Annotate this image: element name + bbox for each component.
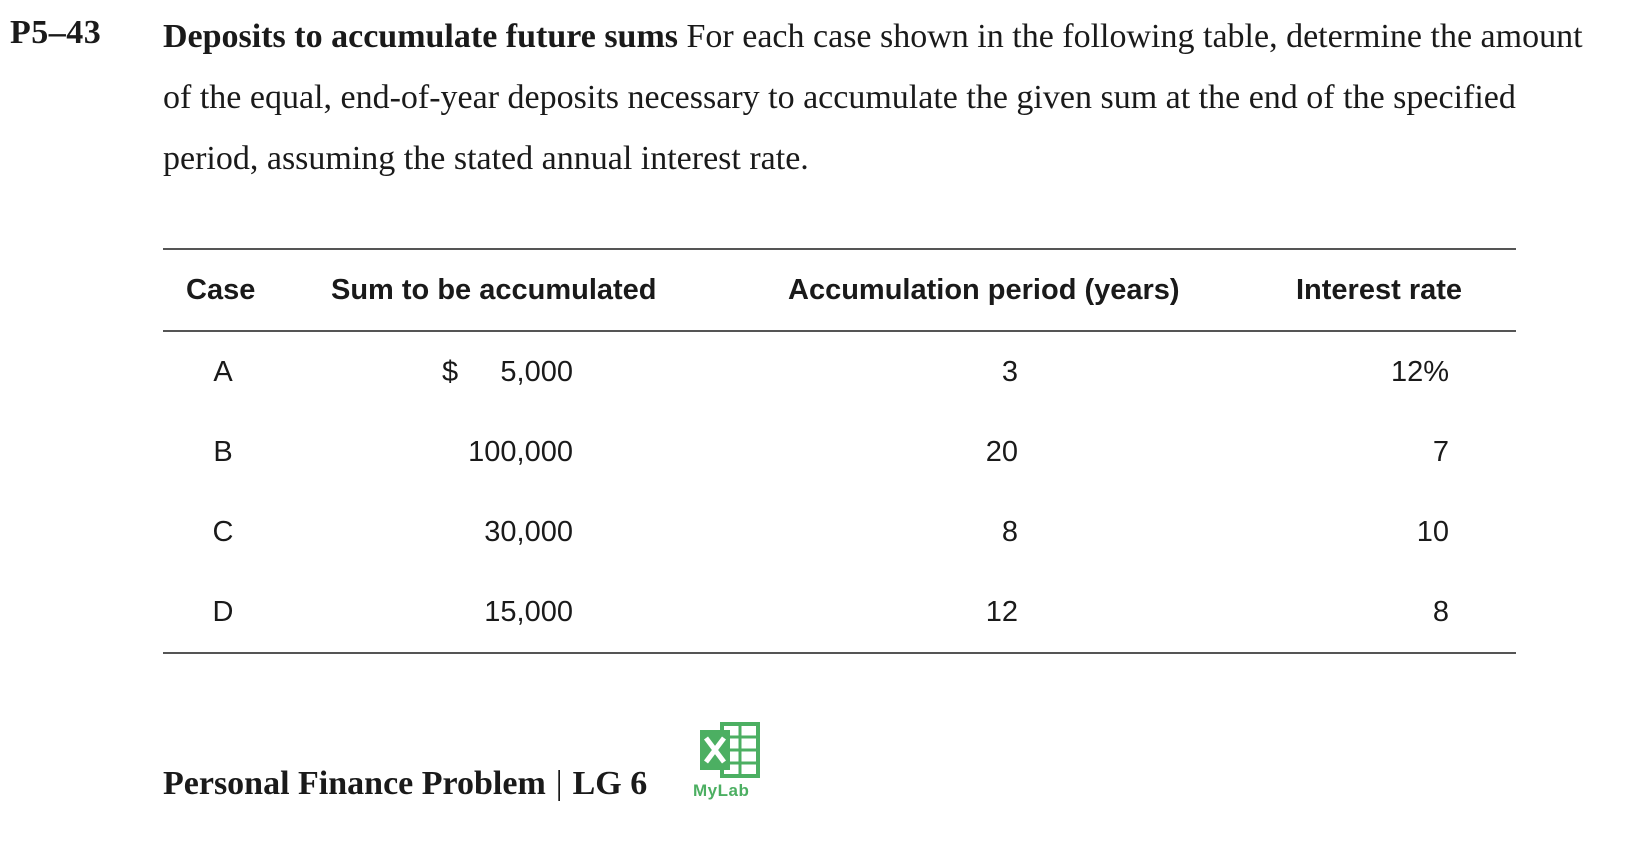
row-case: A [213, 356, 233, 388]
row-period: 12 [985, 596, 1018, 628]
row-period: 8 [1001, 516, 1018, 548]
table-row [163, 412, 1516, 492]
row-sum: 30,000 [484, 516, 573, 548]
row-sum: 5,000 [500, 356, 573, 388]
row-dollar-sign: $ [442, 356, 459, 388]
footer-label: Personal Finance Problem [163, 765, 546, 802]
row-period: 3 [1001, 356, 1018, 388]
row-rate: 10 [1416, 516, 1449, 548]
header-case: Case [186, 274, 256, 306]
row-period: 20 [985, 436, 1018, 468]
problem-title: Deposits to accumulate future sums [163, 18, 679, 55]
row-sum: 100,000 [468, 436, 573, 468]
table-row [163, 332, 1516, 412]
problem-body: For each case shown in the following table, determine the amount of the equal, end-of-year deposits necessary to accumulate the given sum at the end of the specified period, assuming the stated annual interest rate. [163, 18, 1583, 177]
problem-footer [163, 765, 647, 803]
row-rate: 12% [1390, 356, 1449, 388]
row-case: B [213, 436, 233, 468]
row-case: D [212, 596, 234, 628]
header-sum: Sum to be accumulated [331, 274, 657, 306]
table-row [163, 572, 1516, 652]
problem-statement [163, 6, 1603, 189]
table-bottom-rule [163, 652, 1516, 654]
learning-goal: LG 6 [572, 765, 648, 802]
row-rate: 7 [1432, 436, 1449, 468]
header-period: Accumulation period (years) [788, 274, 1180, 306]
row-case: C [212, 516, 234, 548]
problem-number: P5–43 [10, 14, 102, 51]
row-sum: 15,000 [484, 596, 573, 628]
row-rate: 8 [1432, 596, 1449, 628]
table-header [163, 250, 1516, 330]
footer-separator: | [555, 765, 563, 802]
header-rate: Interest rate [1296, 274, 1463, 306]
table-row [163, 492, 1516, 572]
mylab-label: MyLab [693, 781, 750, 800]
